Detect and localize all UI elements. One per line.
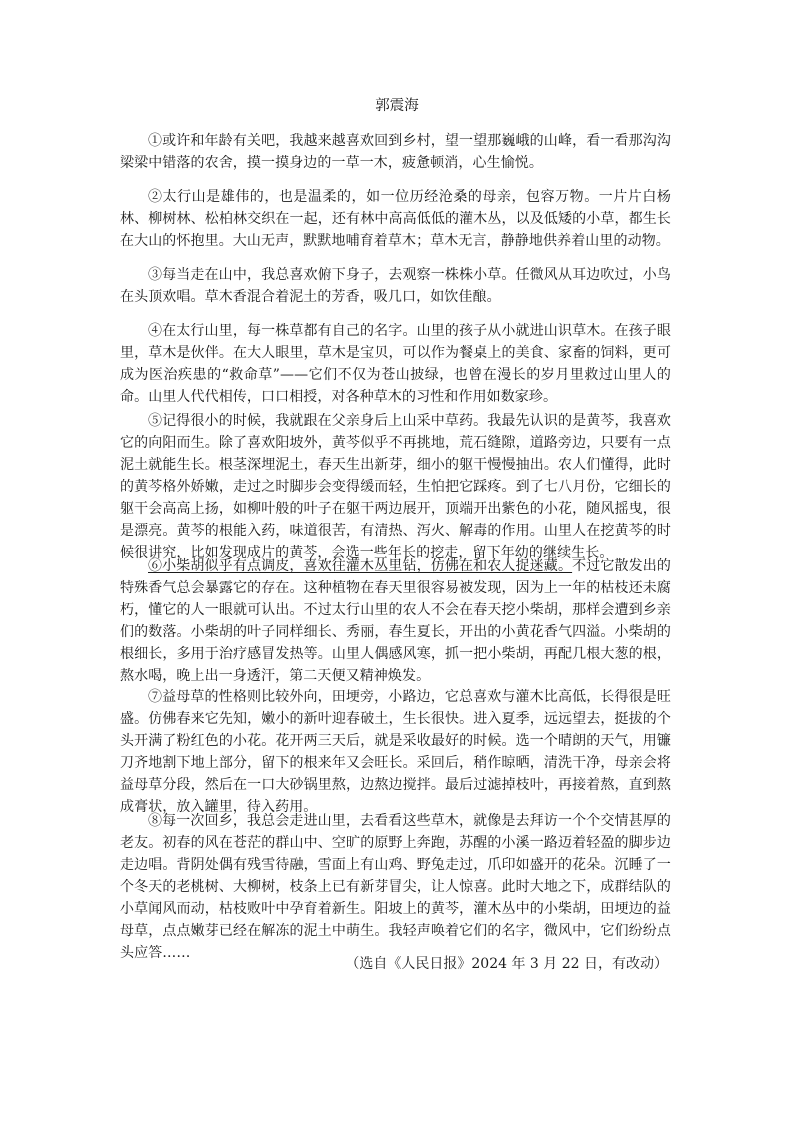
paragraph-6 xyxy=(120,555,671,687)
paragraph-8: ⑧每一次回乡，我总会走进山里，去看看这些草木，就像是去拜访一个个交情甚厚的老友。初春的风在苍茫的群山中、空旷的原野上奔跑，苏醒的小溪一路迈着轻盈的脚步边走边唱。背阴处偶有残雪待融，雪面上有山鸡、野兔走过，爪印如盛开的花朵。沉睡了一个冬天的老桃树、大柳树，枝条上已有新芽冒尖，让人惊喜。此时大地之下，成群结队的小草闻风而动，枯枝败叶中孕育着新生。阳坡上的黄芩，灌木丛中的小柴胡，田埂边的益母草，点点嫩芽已经在解冻的泥土中萌生。我轻声唤着它们的名字，微风中，它们纷纷点头应答…… xyxy=(120,813,671,961)
underlined-sentence: ⑥小柴胡似乎有点调皮，喜欢往灌木丛里钻，仿佛在和农人捉迷藏。 xyxy=(148,558,573,574)
paragraph-7: ⑦益母草的性格则比较外向，田埂旁，小路边，它总喜欢与灌木比高低，长得很是旺盛。仿佛春来它先知，嫩小的新叶迎春破土，生长很快。进入夏季，远远望去，挺拔的个头开满了粉红色的小花。花开两三天后，就是采收最好的时候。选一个晴朗的天气，用镰刀齐地割下地上部分，留下的根来年又会旺长。采回后，稍作晾晒，清洗干净，母亲会将益母草分段，然后在一口大砂锅里熬，边熬边搅拌。最后过滤掉枝叶，再接着熬，直到熬成膏状，放入罐里，待入药用。 xyxy=(120,689,671,815)
author-name: 郭震海 xyxy=(375,98,419,114)
paragraph-5: ⑤记得很小的时候，我就跟在父亲身后上山采中草药。我最先认识的是黄芩，我喜欢它的向阳而生。除了喜欢阳坡外，黄芩似乎不再挑地，荒石缝隙，道路旁边，只要有一点泥土就能生长。根茎深埋泥土，春天生出新芽，细小的躯干慢慢抽出。农人们懂得，此时的黄芩格外娇嫩，走过之时脚步会变得缓而轻，生怕把它踩疼。到了七八月份，它细长的躯干会高高上扬，如柳叶般的叶子在躯干两边展开，顶端开出紫色的小花，随风摇曳，很是漂亮。黄芩的根能入药，味道很苦，有清热、泻火、解毒的作用。山里人在挖黄芩的时候很讲究，比如发现成片的黄芩，会选一些年长的挖走，留下年幼的继续生长。 xyxy=(120,413,671,561)
paragraph-6-rest: 不过它散发出的特殊香气总会暴露它的存在。这种植物在春天里很容易被发现，因为上一年的枯枝还未腐朽，懂它的人一眼就可认出。不过太行山里的农人不会在春天挖小柴胡，那样会遭到乡亲们的数落。小柴胡的叶子同样细长、秀丽，春生夏长，开出的小黄花香气四溢。小柴胡的根细长，多用于治疗感冒发热等。山里人偶感风寒，抓一把小柴胡，再配几根大葱的根，熬水喝，晚上出一身透汗，第二天便又精神焕发。 xyxy=(120,558,672,684)
paragraph-2: ②太行山是雄伟的，也是温柔的，如一位历经沧桑的母亲，包容万物。一片片白杨林、柳树林、松柏林交织在一起，还有林中高高低低的灌木丛，以及低矮的小草，都生长在大山的怀抱里。大山无声，默默地哺育着草木；草木无言，静静地供养着山里的动物。 xyxy=(120,189,671,249)
source-citation: （选自《人民日报》2024 年 3 月 22 日，有改动） xyxy=(345,956,668,972)
paragraph-4: ④在太行山里，每一株草都有自己的名字。山里的孩子从小就进山识草木。在孩子眼里，草木是伙伴。在大人眼里，草木是宝贝，可以作为餐桌上的美食、家畜的饲料，更可成为医治疾患的“救命草”——它们不仅为苍山披绿，也曾在漫长的岁月里救过山里人的命。山里人代代相传，口口相授，对各种草木的习性和作用如数家珍。 xyxy=(120,323,671,405)
paragraph-3: ③每当走在山中，我总喜欢俯下身子，去观察一株株小草。任微风从耳边吹过，小鸟在头顶欢唱。草木香混合着泥土的芳香，吸几口，如饮佳酿。 xyxy=(120,267,671,305)
paragraph-1: ①或许和年龄有关吧，我越来越喜欢回到乡村，望一望那巍峨的山峰，看一看那沟沟梁梁中错落的农舍，摸一摸身边的一草一木，疲惫顿消，心生愉悦。 xyxy=(120,133,671,171)
